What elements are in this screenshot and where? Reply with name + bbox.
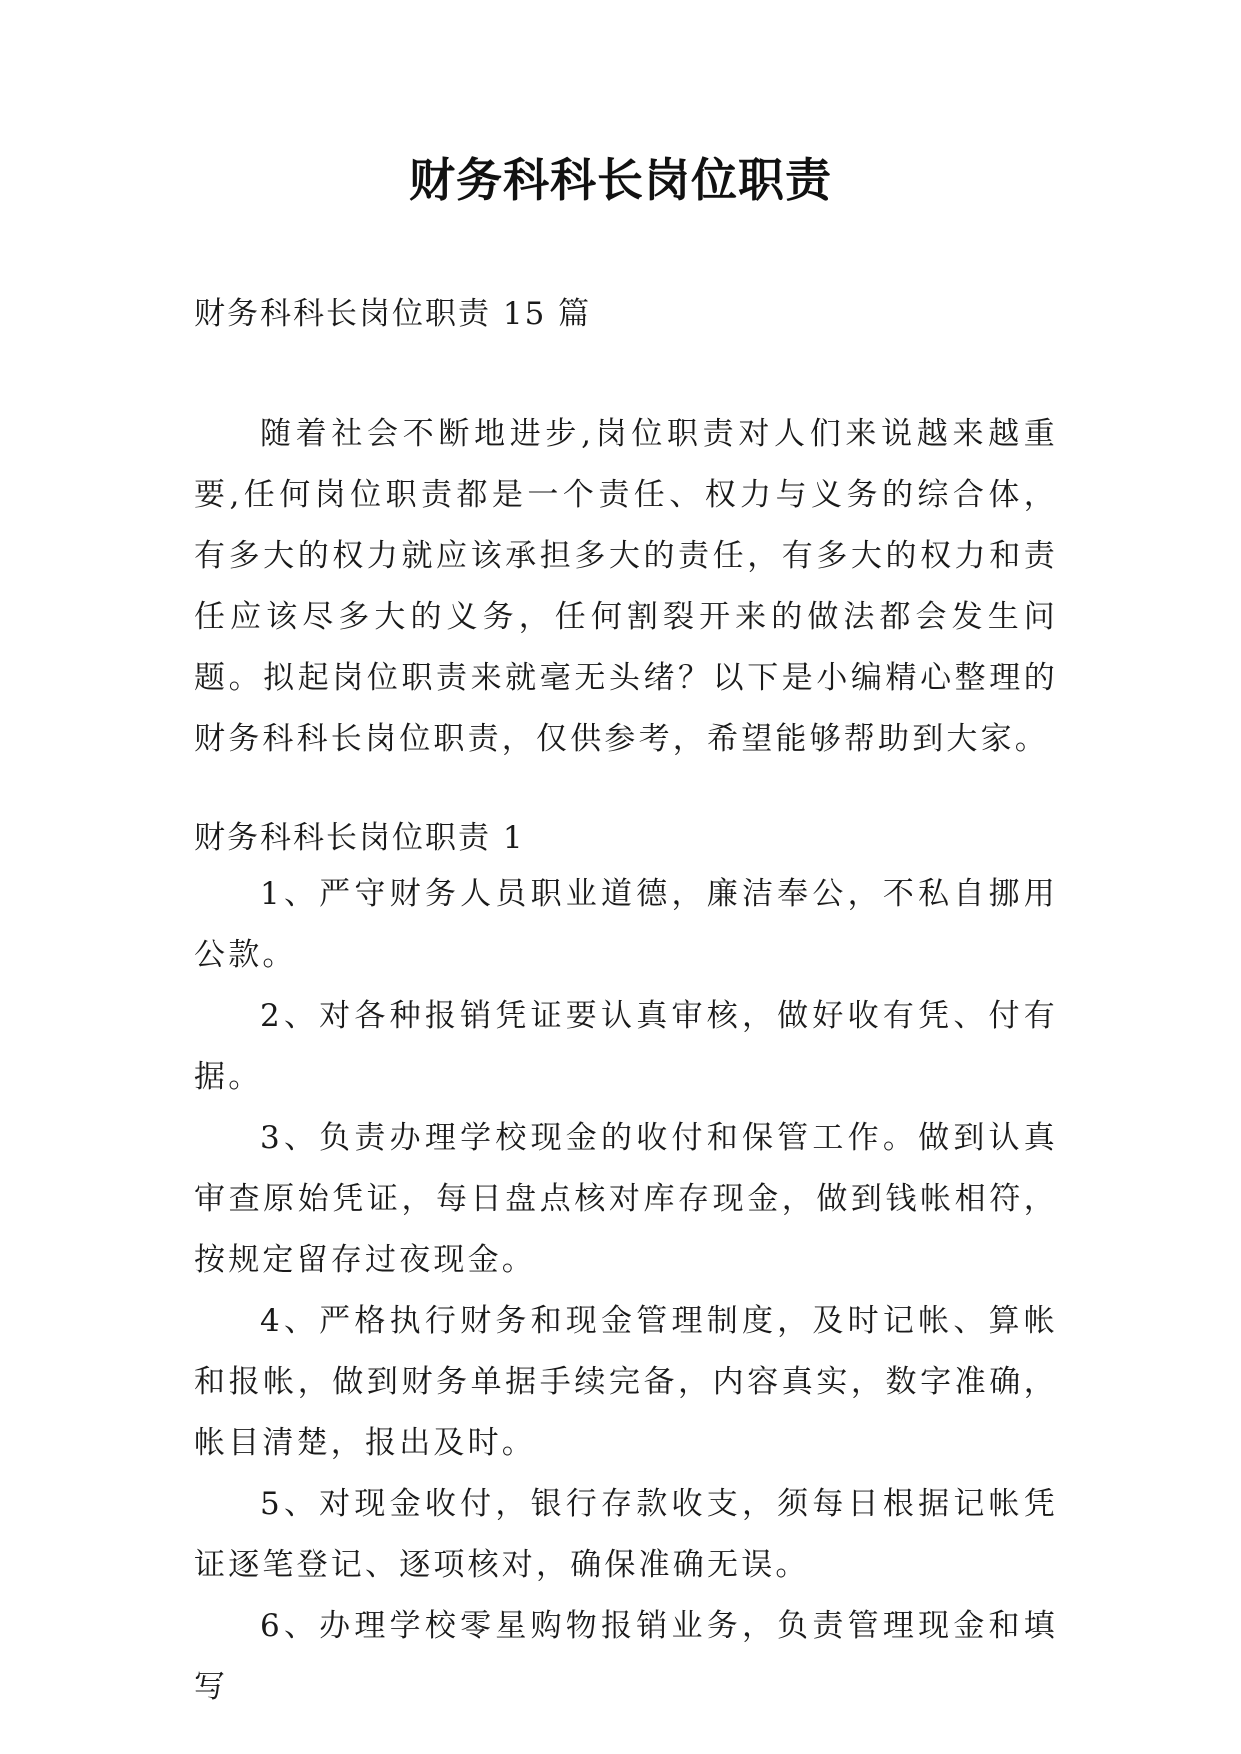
duty-item: 4、严格执行财务和现金管理制度，及时记帐、算帐和报帐，做到财务单据手续完备，内容真实，数字准确，帐目清楚，报出及时。 (194, 1303, 1058, 1461)
duty-list (194, 864, 1058, 1718)
duty-item: 3、负责办理学校现金的收付和保管工作。做到认真审查原始凭证，每日盘点核对库存现金，做到钱帐相符，按规定留存过夜现金。 (194, 1120, 1058, 1278)
intro-paragraph: 随着社会不断地进步,岗位职责对人们来说越来越重要,任何岗位职责都是一个责任、权力与义务的综合体，有多大的权力就应该承担多大的责任，有多大的权力和责任应该尽多大的义务，任何割裂开来的做法都会发生问题。拟起岗位职责来就毫无头绪？以下是小编精心整理的财务科科长岗位职责，仅供参考，希望能够帮助到大家。 (194, 416, 1058, 757)
duty-item: 1、严守财务人员职业道德，廉洁奉公，不私自挪用公款。 (194, 876, 1058, 973)
section-heading: 财务科科长岗位职责 1 (194, 820, 525, 856)
duty-item: 6、办理学校零星购物报销业务，负责管理现金和填写 (194, 1608, 1058, 1705)
document-title: 财务科科长岗位职责 (409, 153, 832, 207)
document-subtitle: 财务科科长岗位职责 15 篇 (194, 296, 592, 332)
duty-item: 2、对各种报销凭证要认真审核，做好收有凭、付有据。 (194, 998, 1058, 1095)
duty-item: 5、对现金收付，银行存款收支，须每日根据记帐凭证逐笔登记、逐项核对，确保准确无误。 (194, 1486, 1058, 1583)
